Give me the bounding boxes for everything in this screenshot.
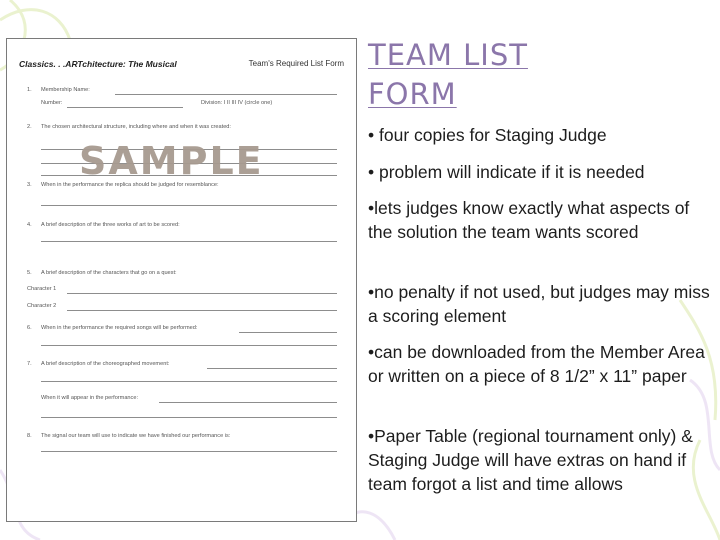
form-subtitle: Team's Required List Form: [248, 59, 344, 68]
bullet-item: • problem will indicate if it is needed: [368, 162, 645, 182]
form-line: [41, 345, 337, 346]
slide-title-line-1: TEAM LIST: [368, 38, 528, 72]
form-line: [239, 332, 337, 333]
sample-watermark: SAMPLE: [79, 139, 264, 183]
sample-form-image: Classics. . .ARTchitecture: The Musical Team's Required List Form 1. Membership Name: Number: Division: I II III IV (circle one) 2. The chosen architectural structure, including where and when it was created: 3. When in the performance the replica should be judged for resemblance: 4. A brief description of the three works of art to be scored: 5. A brief description of the characters that go on a quest: Character 1 Character 2 6. When in the performance the required songs will be performed: 7. A brief description of the choreographed movement: When it will appear in the performance: 8. The signal our team will use to indicate we have finished our performance is: SAMPLE: [6, 38, 357, 522]
form-line: [115, 94, 337, 95]
slide-title-line-2: FORM: [368, 77, 457, 111]
form-line: [41, 241, 337, 242]
form-line: [67, 107, 183, 108]
slide-title: [368, 36, 708, 114]
form-title: Classics. . .ARTchitecture: The Musical: [19, 59, 177, 69]
bullet-item: • four copies for Staging Judge: [368, 125, 607, 145]
form-line: [41, 381, 337, 382]
form-line: [41, 417, 337, 418]
form-line: [159, 402, 337, 403]
bullet-item: •Paper Table (regional tournament only) & Staging Judge will have extras on hand if team forgot a list and time allows: [368, 426, 693, 494]
bullet-item: •can be downloaded from the Member Area or written on a piece of 8 1/2” x 11” paper: [368, 342, 705, 386]
form-line: [41, 451, 337, 452]
form-line: [41, 205, 337, 206]
form-line: [207, 368, 337, 369]
form-header: [19, 59, 344, 73]
bullet-item: •no penalty if not used, but judges may miss a scoring element: [368, 282, 710, 326]
bullet-item: •lets judges know exactly what aspects of the solution the team wants scored: [368, 198, 690, 242]
form-line: [67, 293, 337, 294]
form-line: [67, 310, 337, 311]
